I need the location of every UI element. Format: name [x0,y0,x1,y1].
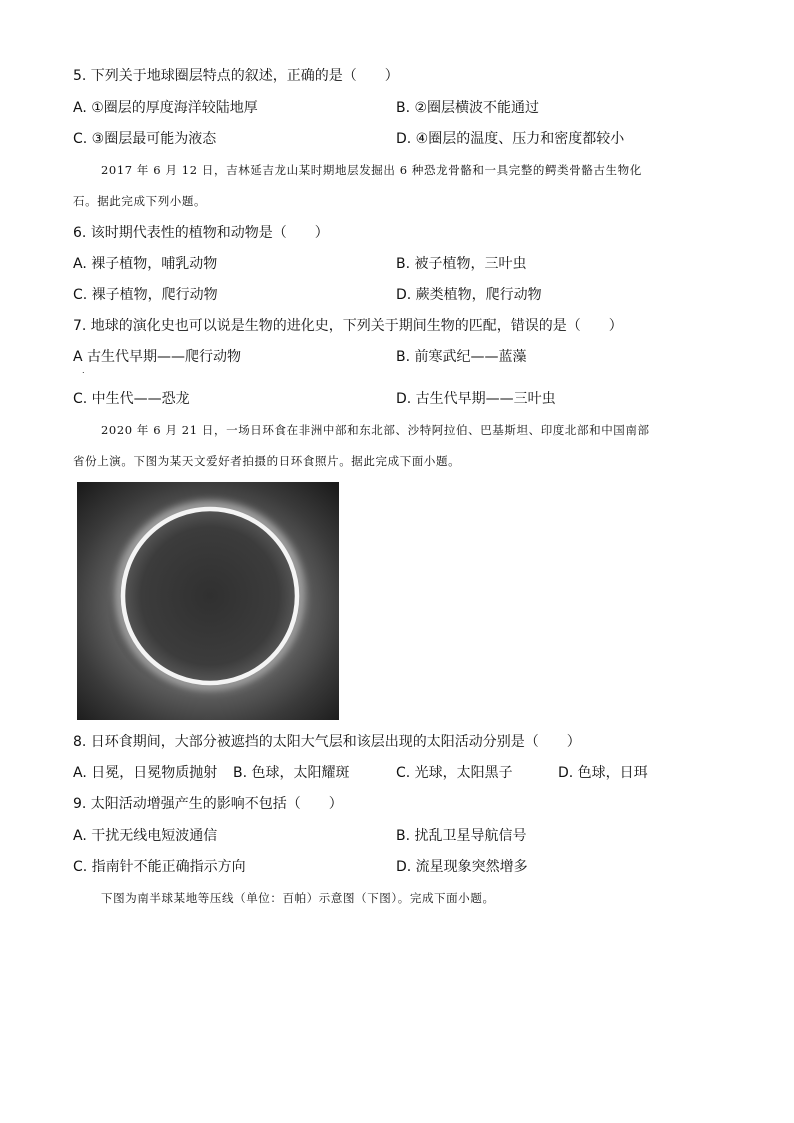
q5-option-c: C. ③圈层最可能为液态 [73,131,217,147]
q6-option-a: A. 裸子植物，哺乳动物 [73,256,218,272]
q5-stem: 5. 下列关于地球圈层特点的叙述，正确的是（ ） [73,68,399,84]
q5-option-b: B. ②圈层横波不能通过 [396,100,540,116]
q5-option-a: A. ①圈层的厚度海洋较陆地厚 [73,100,258,116]
q6-option-d: D. 蕨类植物，爬行动物 [396,287,542,303]
q7-option-c: C. 中生代——恐龙 [73,391,190,407]
q8-option-c: C. 光球，太阳黑子 [396,765,513,781]
q7-option-a: A 古生代早期——爬行动物 [73,349,242,365]
q6-stem: 6. 该时期代表性的植物和动物是（ ） [73,225,329,241]
q7-option-b: B. 前寒武纪——蓝藻 [396,349,527,365]
passage-1-line-1: 2017 年 6 月 12 日，吉林延吉龙山某时期地层发掘出 6 种恐龙骨骼和一具完整的鳄类骨骼古生物化 [101,163,642,177]
q8-stem: 8. 日环食期间，大部分被遮挡的太阳大气层和该层出现的太阳活动分别是（ ） [73,734,581,750]
passage-1-line-2: 石。据此完成下列小题。 [73,194,207,208]
q9-option-d: D. 流星现象突然增多 [396,859,528,875]
annular-eclipse-photo [77,482,339,720]
q9-option-c: C. 指南针不能正确指示方向 [73,859,246,875]
passage-2-line-1: 2020 年 6 月 21 日，一场日环食在非洲中部和东北部、沙特阿拉伯、巴基斯坦、印度北部和中国南部 [101,423,650,437]
q8-option-b: B. 色球，太阳耀斑 [233,765,350,781]
q6-option-b: B. 被子植物，三叶虫 [396,256,527,272]
q8-option-d: D. 色球，日珥 [558,765,648,781]
q7-stem: 7. 地球的演化史也可以说是生物的进化史，下列关于期间生物的匹配，错误的是（ ） [73,318,623,334]
annular-eclipse-image [77,482,339,720]
passage-2-line-2: 省份上演。下图为某天文爱好者拍摄的日环食照片。据此完成下面小题。 [73,454,461,468]
q5-option-d: D. ④圈层的温度、压力和密度都较小 [396,131,625,147]
q8-option-a: A. 日冕，日冕物质抛射 [73,765,218,781]
q9-option-b: B. 扰乱卫星导航信号 [396,828,527,844]
q9-stem: 9. 太阳活动增强产生的影响不包括（ ） [73,796,343,812]
q9-option-a: A. 干扰无线电短波通信 [73,828,218,844]
passage-3-line-1: 下图为南半球某地等压线（单位：百帕）示意图（下图）。完成下面小题。 [101,891,495,905]
q6-option-c: C. 裸子植物，爬行动物 [73,287,218,303]
stray-mark: . [82,366,85,375]
q7-option-d: D. 古生代早期——三叶虫 [396,391,556,407]
